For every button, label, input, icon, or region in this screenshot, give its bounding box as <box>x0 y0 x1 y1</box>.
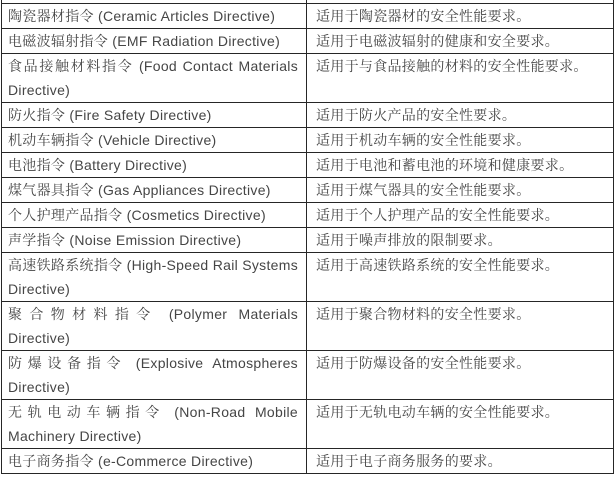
directive-description-cell: 适用于个人护理产品的安全性能要求。 <box>307 203 614 228</box>
table-row <box>2 351 614 400</box>
table-row <box>2 103 614 128</box>
table-row <box>2 153 614 178</box>
directive-name-cell: 煤气器具指令 (Gas Appliances Directive) <box>2 178 307 203</box>
table-row <box>2 29 614 54</box>
directive-name-cell: 个人护理产品指令 (Cosmetics Directive) <box>2 203 307 228</box>
directive-name-cell: 陶瓷器材指令 (Ceramic Articles Directive) <box>2 4 307 29</box>
directive-description-cell: 适用于高速铁路系统的安全性能要求。 <box>307 253 614 302</box>
directive-name-cell: 聚合物材料指令 (Polymer Materials Directive) <box>2 302 307 351</box>
table-row <box>2 128 614 153</box>
table-row <box>2 449 614 474</box>
directive-description-cell: 适用于防火产品的安全性要求。 <box>307 103 614 128</box>
table-row <box>2 178 614 203</box>
directive-name-cell: 无轨电动车辆指令 (Non-Road Mobile Machinery Directive) <box>2 400 307 449</box>
directive-description-cell: 适用于防爆设备的安全性能要求。 <box>307 351 614 400</box>
table-row <box>2 302 614 351</box>
directive-description-cell: 适用于机动车辆的安全性能要求。 <box>307 128 614 153</box>
directive-name-cell: 机动车辆指令 (Vehicle Directive) <box>2 128 307 153</box>
table-row <box>2 54 614 103</box>
directive-name-cell: 食品接触材料指令 (Food Contact Materials Directive) <box>2 54 307 103</box>
directives-table <box>1 0 614 474</box>
directive-description-cell: 适用于与食品接触的材料的安全性能要求。 <box>307 54 614 103</box>
directive-description-cell: 适用于电池和蓄电池的环境和健康要求。 <box>307 153 614 178</box>
directive-description-cell: 适用于电磁波辐射的健康和安全要求。 <box>307 29 614 54</box>
directive-description-cell: 适用于电子商务服务的要求。 <box>307 449 614 474</box>
directive-description-cell: 适用于煤气器具的安全性能要求。 <box>307 178 614 203</box>
directive-name-cell: 电子商务指令 (e-Commerce Directive) <box>2 449 307 474</box>
directive-name-cell: 电磁波辐射指令 (EMF Radiation Directive) <box>2 29 307 54</box>
directive-description-cell: 适用于噪声排放的限制要求。 <box>307 228 614 253</box>
directive-name-cell: 防火指令 (Fire Safety Directive) <box>2 103 307 128</box>
directive-name-cell: 电池指令 (Battery Directive) <box>2 153 307 178</box>
table-row <box>2 253 614 302</box>
directive-description-cell: 适用于聚合物材料的安全性要求。 <box>307 302 614 351</box>
directive-description-cell: 适用于陶瓷器材的安全性能要求。 <box>307 4 614 29</box>
directive-name-cell: 声学指令 (Noise Emission Directive) <box>2 228 307 253</box>
directive-name-cell: 高速铁路系统指令 (High-Speed Rail Systems Directive) <box>2 253 307 302</box>
table-row <box>2 203 614 228</box>
table-row <box>2 4 614 29</box>
directive-name-cell: 防爆设备指令 (Explosive Atmospheres Directive) <box>2 351 307 400</box>
table-row <box>2 228 614 253</box>
table-row <box>2 400 614 449</box>
directive-description-cell: 适用于无轨电动车辆的安全性能要求。 <box>307 400 614 449</box>
